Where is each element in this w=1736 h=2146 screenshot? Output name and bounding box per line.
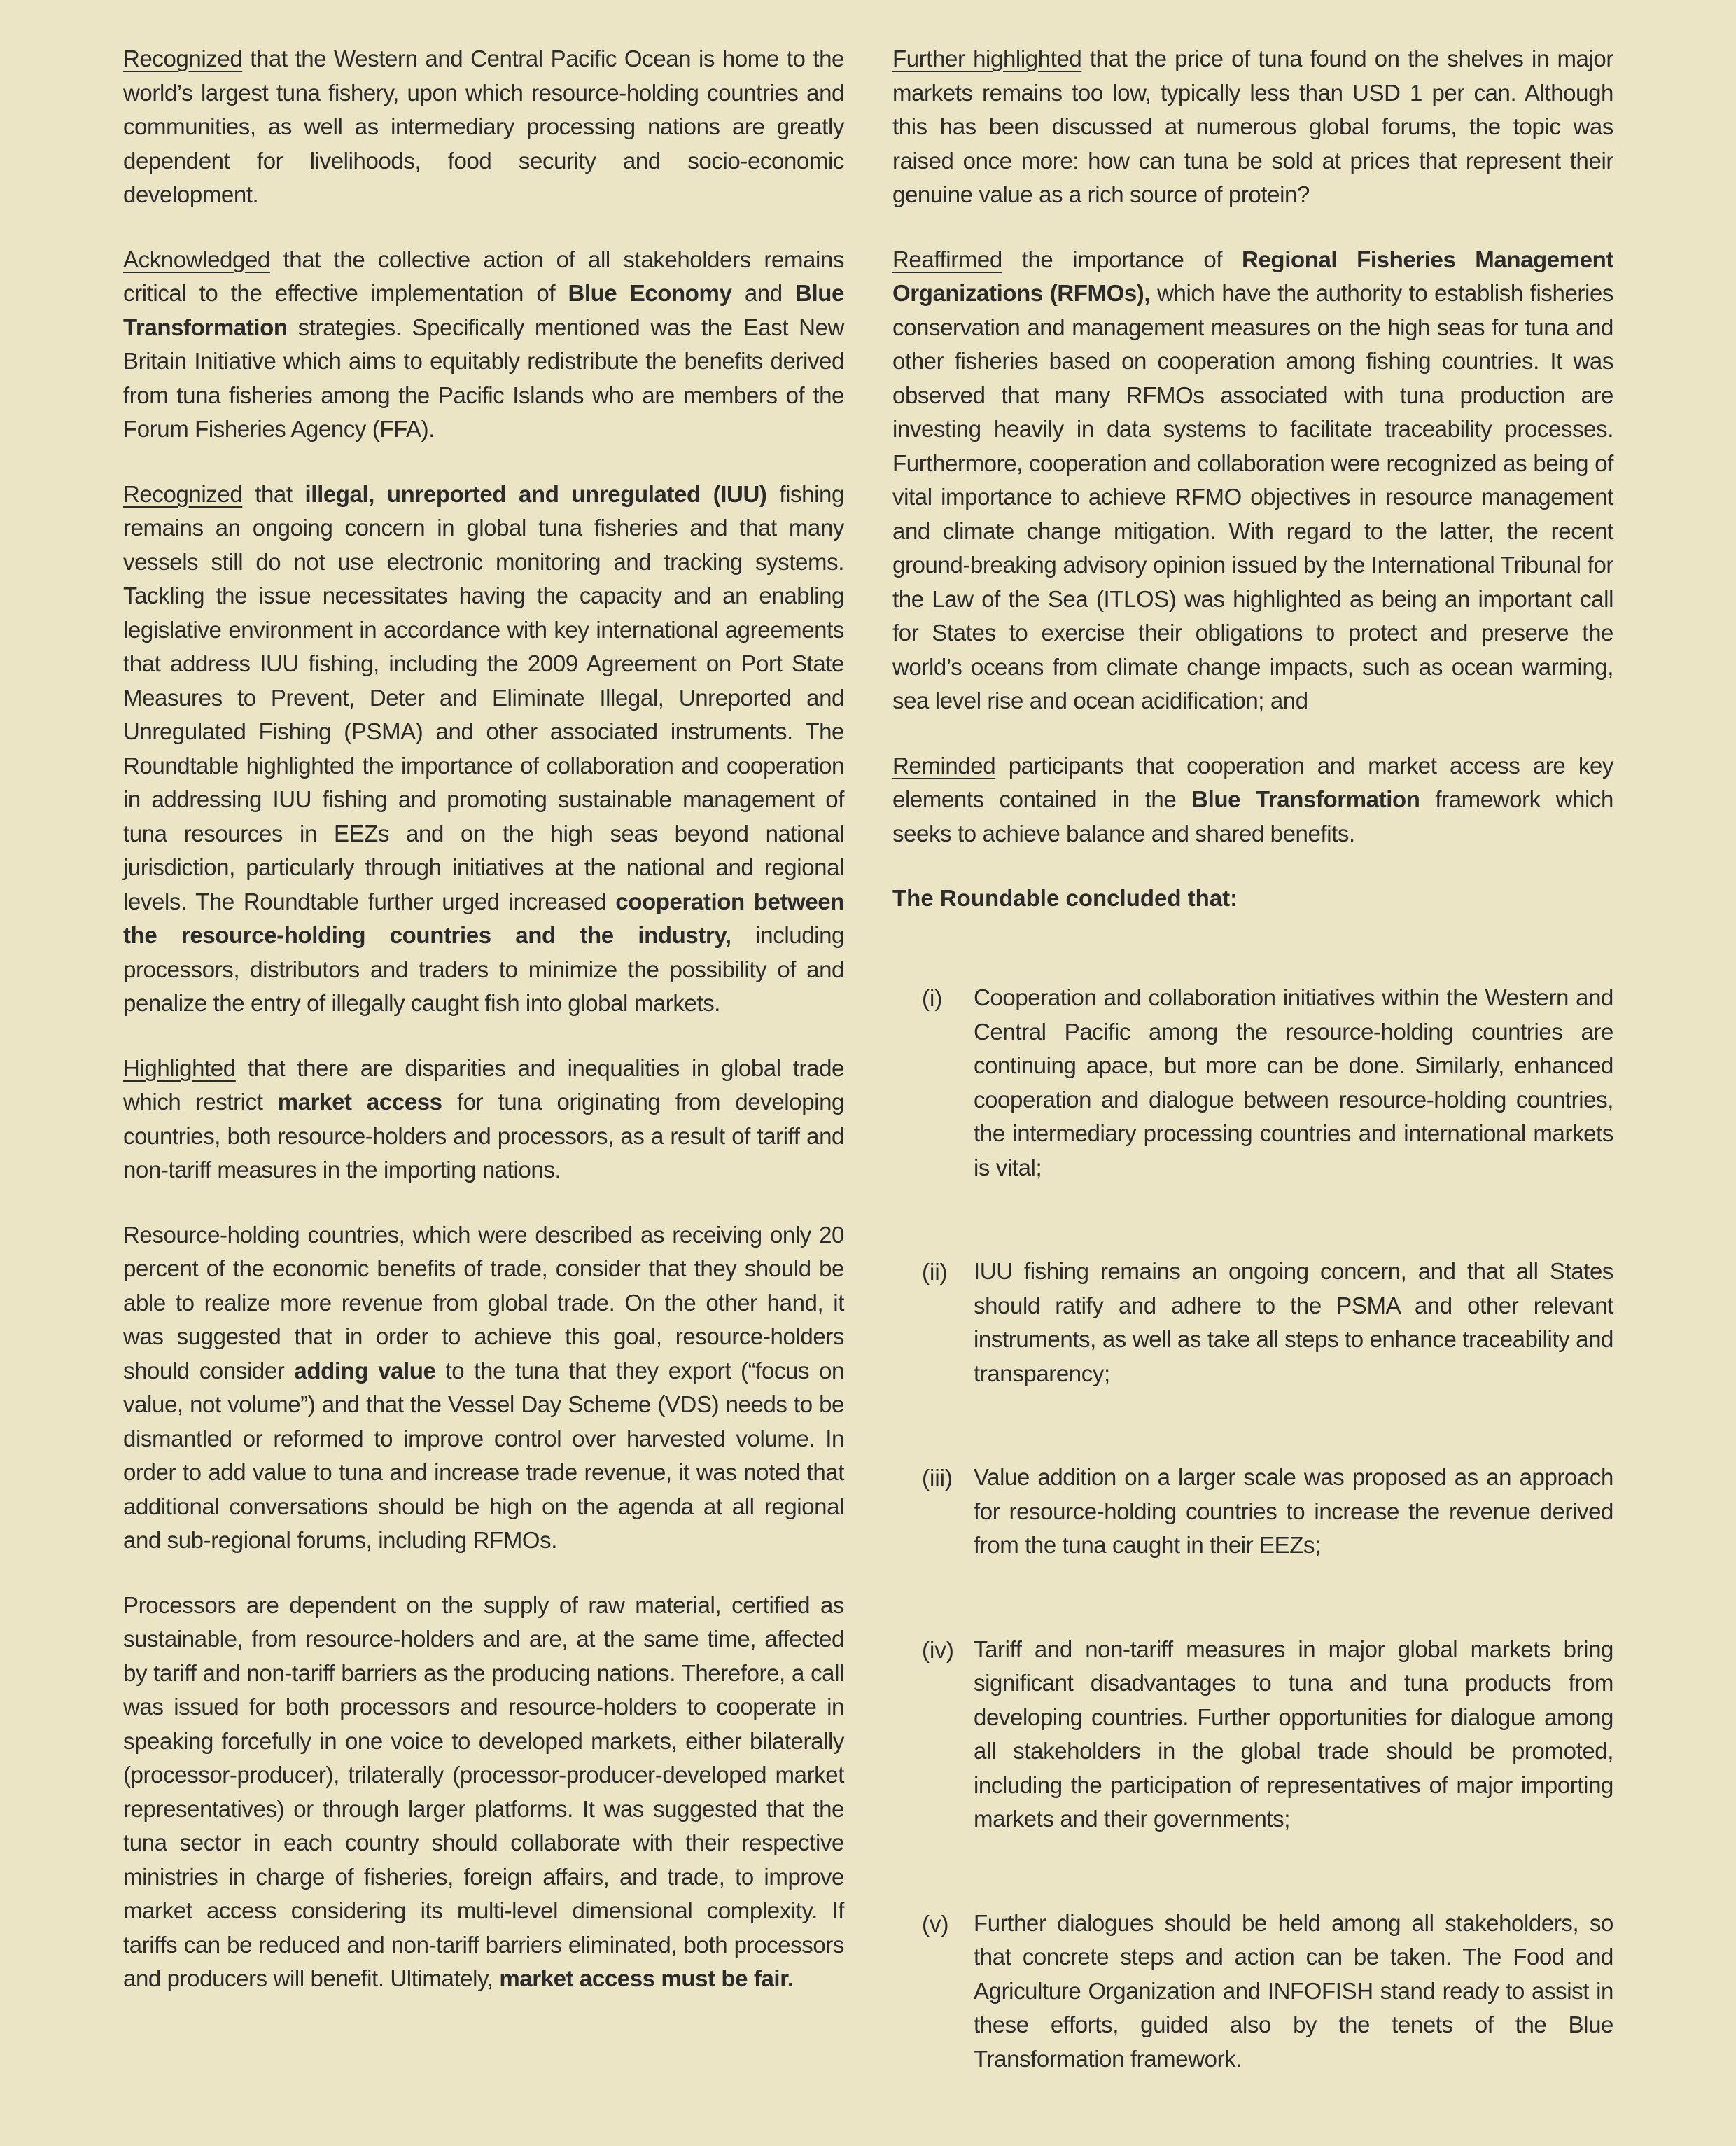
paragraph-processors: [123, 1589, 844, 1996]
paragraph-acknowledged: [123, 243, 844, 447]
list-item-text: Further dialogues should be held among all stakeholders, so that concrete steps and action can be taken. The Food and Agriculture Organization and INFOFISH stand ready to assist in these efforts, guided also by the tenets of the Blue Transformation framework.: [974, 1909, 1614, 2072]
list-item: [892, 1255, 1614, 1391]
paragraph-text: that the price of tuna found on the shelves in major markets remains too low, typically less than USD 1 per can. Although this has been discussed at numerous global forums, the topic was raised once more: how can tuna be sold at prices that represent their genuine value as a rich source of protein?: [892, 46, 1614, 207]
list-item: [892, 1907, 1614, 2077]
paragraph-text: and: [744, 280, 783, 306]
paragraph-further-highlighted: [892, 42, 1614, 212]
bold-term: illegal, unreported and unregulated (IUU): [304, 480, 767, 507]
list-item-number: (iv): [922, 1636, 954, 1663]
list-item-number: (v): [922, 1910, 949, 1937]
list-item-number: (ii): [922, 1259, 948, 1285]
bold-term: Blue Transformation: [123, 280, 844, 340]
list-item-text: Value addition on a larger scale was proposed as an approach for resource-holding countries to increase the revenue derived from the tuna caught in their EEZs;: [974, 1464, 1614, 1558]
lead-word: Reaffirmed: [892, 246, 1002, 272]
list-item-text: Tariff and non-tariff measures in major global markets bring significant disadvantages to tuna and tuna products from developing countries. Further opportunities for dialogue among all stakeholders in the global trade should be promoted, including the participation of representatives of major importing markets and their governments;: [974, 1636, 1614, 1832]
list-item: [892, 1461, 1614, 1563]
paragraph-text: which have the authority to establish fisheries conservation and management measures on the high seas for tuna and other fisheries based on cooperation among fishing countries. It was observed that many RFMOs associated with tuna production are investing heavily in data systems to facilitate traceability processes. Furthermore, cooperation and collaboration were recognized as being of vital importance to achieve RFMO objectives in resource management and climate change mitigation. With regard to the latter, the recent ground-breaking advisory opinion issued by the International Tribunal for the Law of the Sea (ITLOS) was highlighted as being an important call for States to exercise their obligations to protect and preserve the world’s oceans from climate change impacts, such as ocean warming, sea level rise and ocean acidification; and: [892, 280, 1614, 713]
bold-term: adding value: [294, 1357, 436, 1384]
paragraph-text: Resource-holding countries, which were described as receiving only 20 percent of the economic benefits of trade, consider that they should be able to realize more revenue from global trade. On the other hand, it was suggested that in order to achieve this goal, resource-holders should consider: [123, 1221, 844, 1384]
lead-word: Recognized: [123, 480, 243, 507]
paragraph-text: Processors are dependent on the supply of raw material, certified as sustainable, from resource-holders and are, at the same time, affected by tariff and non-tariff barriers as the producing nations. Therefore, a call was issued for both processors and resource-holders to cooperate in speaking forcefully in one voice to developed markets, either bilaterally (processor-producer), trilaterally (processor-producer-developed market representatives) or through larger platforms. It was suggested that the tuna sector in each country should collaborate with their respective ministries in charge of fisheries, foreign affairs, and trade, to improve market access considering its multi-level dimensional complexity. If tariffs can be reduced and non-tariff barriers eliminated, both processors and producers will benefit. Ultimately,: [123, 1591, 844, 1991]
list-item-number: (iii): [922, 1465, 953, 1491]
paragraph-text: framework which seeks to achieve balance and shared benefits.: [892, 786, 1614, 846]
paragraph-text: that there are disparities and inequalities in global trade which restrict: [123, 1054, 844, 1115]
paragraph-text: for tuna originating from developing countries, both resource-holders and processors, as a result of tariff and non-tariff measures in the importing nations.: [123, 1089, 844, 1183]
paragraph-text: participants that cooperation and market access are key elements contained in the: [892, 752, 1614, 812]
paragraph-text: including processors, distributors and traders to minimize the possibility of and penalize the entry of illegally caught fish into global markets.: [123, 922, 844, 1016]
paragraph-text: that: [255, 480, 293, 507]
paragraph-text: that the collective action of all stakeholders remains critical to the effective implementation of: [123, 246, 844, 306]
lead-word: Highlighted: [123, 1054, 236, 1081]
paragraph-recognized-wcpo: [123, 42, 844, 212]
paragraph-text: that the Western and Central Pacific Ocean is home to the world’s largest tuna fishery, upon which resource-holding countries and communities, as well as intermediary processing nations are greatly dependent for livelihoods, food security and socio-economic development.: [123, 46, 844, 207]
paragraph-resource-holding: [123, 1218, 844, 1558]
conclusion-list: [892, 981, 1614, 2076]
list-item: [892, 981, 1614, 1185]
paragraph-text: the importance of: [1021, 246, 1223, 272]
list-item: [892, 1633, 1614, 1837]
left-column: [123, 42, 844, 2027]
conclusion-heading: The Roundable concluded that:: [892, 885, 1238, 911]
bold-term: Regional Fisheries Management Organizations (RFMOs),: [892, 246, 1614, 306]
list-item-text: IUU fishing remains an ongoing concern, and that all States should ratify and adhere to the PSMA and other relevant instruments, as well as take all steps to enhance traceability and transparency;: [974, 1258, 1614, 1386]
paragraph-recognized-iuu: [123, 478, 844, 1021]
bold-term: market access: [277, 1089, 442, 1115]
bold-term: Blue Transformation: [1191, 786, 1420, 812]
paragraph-reminded: [892, 749, 1614, 851]
paragraph-highlighted: [123, 1052, 844, 1187]
bold-term: Blue Economy: [568, 280, 732, 306]
lead-word: Reminded: [892, 752, 996, 779]
lead-word: Recognized: [123, 46, 243, 71]
right-column: [892, 42, 1614, 2146]
lead-word: Acknowledged: [123, 246, 270, 272]
paragraph-text: strategies. Specifically mentioned was the East New Britain Initiative which aims to equitably redistribute the benefits derived from tuna fisheries among the Pacific Islands who are members of the Forum Fisheries Agency (FFA).: [123, 314, 844, 442]
bold-term: market access must be fair.: [499, 1965, 794, 1991]
paragraph-text: fishing remains an ongoing concern in global tuna fisheries and that many vessels still do not use electronic monitoring and tracking systems. Tackling the issue necessitates having the capacity and an enabling legislative environment in accordance with key international agreements that address IUU fishing, including the 2009 Agreement on Port State Measures to Prevent, Deter and Eliminate Illegal, Unreported and Unregulated Fishing (PSMA) and other associated instruments. The Roundtable highlighted the importance of collaboration and cooperation in addressing IUU fishing and promoting sustainable management of tuna resources in EEZs and on the high seas beyond national jurisdiction, particularly through initiatives at the national and regional levels. The Roundtable further urged increased: [123, 480, 844, 914]
paragraph-reaffirmed: [892, 243, 1614, 718]
lead-word: Further highlighted: [892, 46, 1082, 71]
list-item-number: (i): [922, 985, 943, 1011]
bold-term: cooperation between the resource-holding countries and the industry,: [123, 888, 844, 948]
list-item-text: Cooperation and collaboration initiatives within the Western and Central Pacific among the resource-holding countries are continuing apace, but more can be done. Similarly, enhanced cooperation and dialogue between resource-holding countries, the intermediary processing countries and international markets is vital;: [974, 984, 1614, 1180]
paragraph-text: to the tuna that they export (“focus on value, not volume”) and that the Vessel Day Scheme (VDS) needs to be dismantled or reformed to improve control over harvested volume. In order to add value to tuna and increase trade revenue, it was noted that additional conversations should be high on the agenda at all regional and sub-regional forums, including RFMOs.: [123, 1357, 844, 1553]
